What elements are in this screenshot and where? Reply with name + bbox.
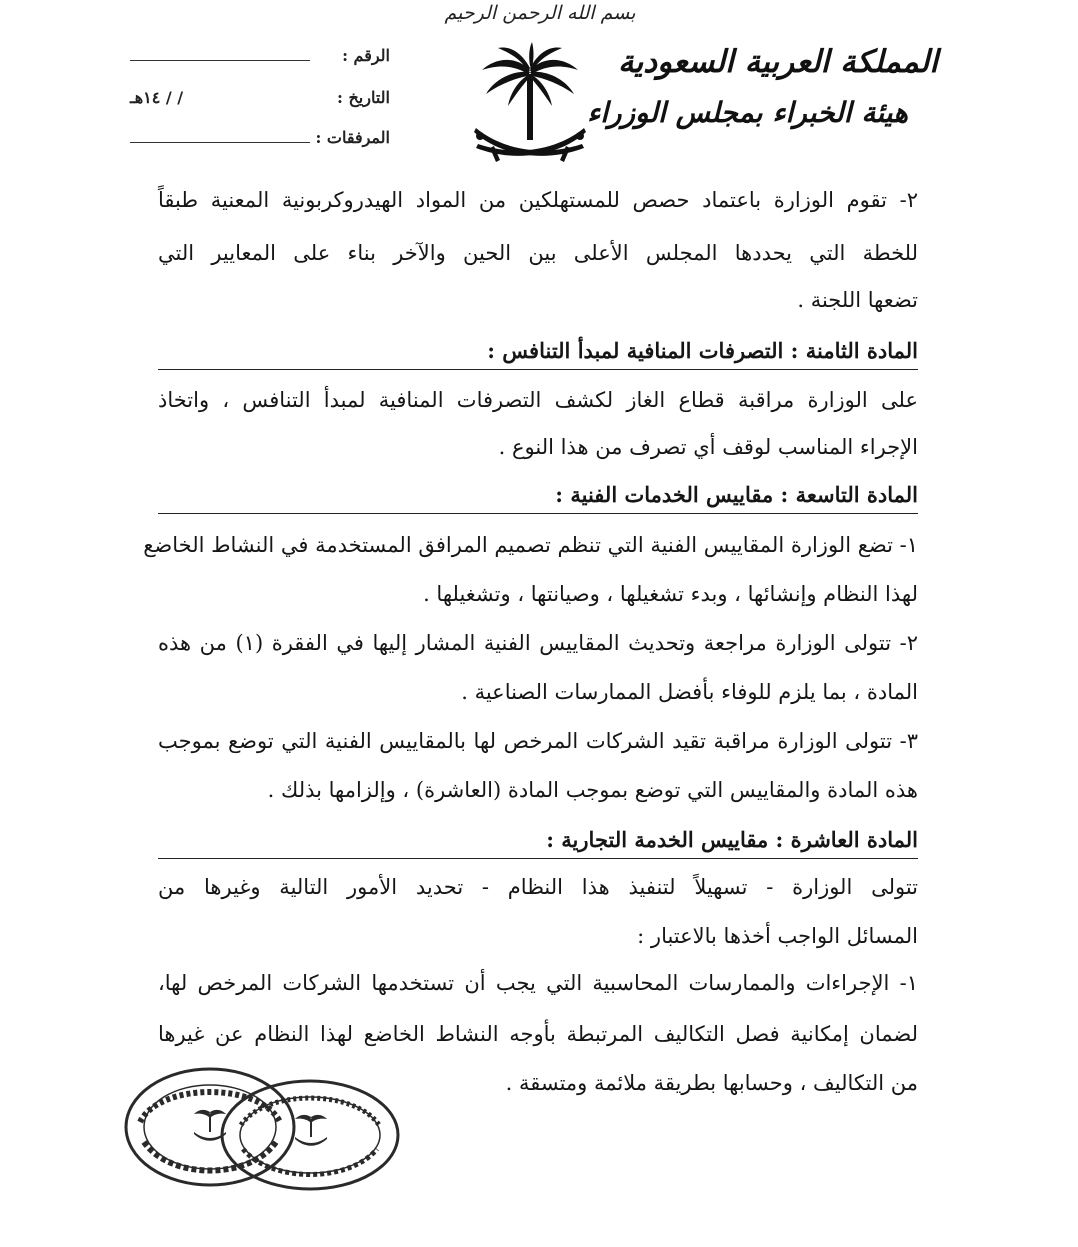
article-9-item-1-line-2: لهذا النظام وإنشائها ، وبدء تشغيلها ، وصيانتها ، وتشغيلها . (423, 582, 918, 606)
article-8-line-1: على الوزارة مراقبة قطاع الغاز لكشف التصرفات المنافية لمبدأ التنافس ، واتخاذ (158, 388, 918, 412)
article-9-item-3-line-2: هذه المادة والمقاييس التي توضع بموجب المادة (العاشرة) ، وإلزامها بذلك . (267, 778, 918, 802)
article-9-title: المادة التاسعة : مقاييس الخدمات الفنية : (158, 482, 918, 514)
date-value: / / ١٤هـ (130, 88, 184, 107)
article-10-item-1-line-3: من التكاليف ، وحسابها بطريقة ملائمة ومتسقة . (505, 1071, 918, 1095)
basmala: بسم الله الرحمن الرحيم (444, 2, 636, 24)
article-10-item-1-line-2: لضمان إمكانية فصل التكاليف المرتبطة بأوجه النشاط الخاضع لهذا النظام عن غيرها (158, 1022, 918, 1046)
article-9-item-3-line-1: ٣- تتولى الوزارة مراقبة تقيد الشركات المرخص لها بالمقاييس الفنية التي توضع بموجب (158, 729, 918, 753)
item2-line-3: تضعها اللجنة . (797, 288, 918, 312)
attachments-line (130, 142, 310, 143)
article-9-item-2-line-1: ٢- تتولى الوزارة مراجعة وتحديث المقاييس الفنية المشار إليها في الفقرة (١) من هذه (158, 631, 918, 655)
reference-number-label: الرقم : (342, 46, 390, 65)
reference-number-line (130, 60, 310, 61)
article-10-line-2: المسائل الواجب أخذها بالاعتبار : (637, 924, 918, 948)
article-8-line-2: الإجراء المناسب لوقف أي تصرف من هذا النوع . (498, 435, 918, 459)
official-stamp-right-icon (215, 1075, 405, 1195)
attachments-label: المرفقات : (315, 128, 390, 147)
article-9-item-2-line-2: المادة ، بما يلزم للوفاء بأفضل الممارسات الصناعية . (461, 680, 918, 704)
org-name-line-2: هيئة الخبراء بمجلس الوزراء (587, 96, 908, 129)
article-10-title: المادة العاشرة : مقاييس الخدمة التجارية : (158, 827, 918, 859)
article-9-item-1-line-1: ١- تضع الوزارة المقاييس الفنية التي تنظم تصميم المرافق المستخدمة في النشاط الخاضع (143, 533, 918, 557)
date-label: التاريخ : (336, 88, 390, 107)
article-8-title: المادة الثامنة : التصرفات المنافية لمبدأ التنافس : (158, 338, 918, 370)
palm-swords-emblem-icon (470, 40, 590, 180)
org-name-line-1: المملكة العربية السعودية (618, 44, 938, 80)
item2-line-2: للخطة التي يحددها المجلس الأعلى بين الحين والآخر بناء على المعايير التي (158, 241, 918, 265)
article-10-line-1: تتولى الوزارة - تسهيلاً لتنفيذ هذا النظام - تحديد الأمور التالية وغيرها من (158, 875, 918, 899)
article-10-item-1-line-1: ١- الإجراءات والممارسات المحاسبية التي يجب أن تستخدمها الشركات المرخص لها، (158, 971, 918, 995)
item2-line-1: ٢- تقوم الوزارة باعتماد حصص للمستهلكين من المواد الهيدروكربونية المعنية طبقاً (158, 188, 918, 212)
